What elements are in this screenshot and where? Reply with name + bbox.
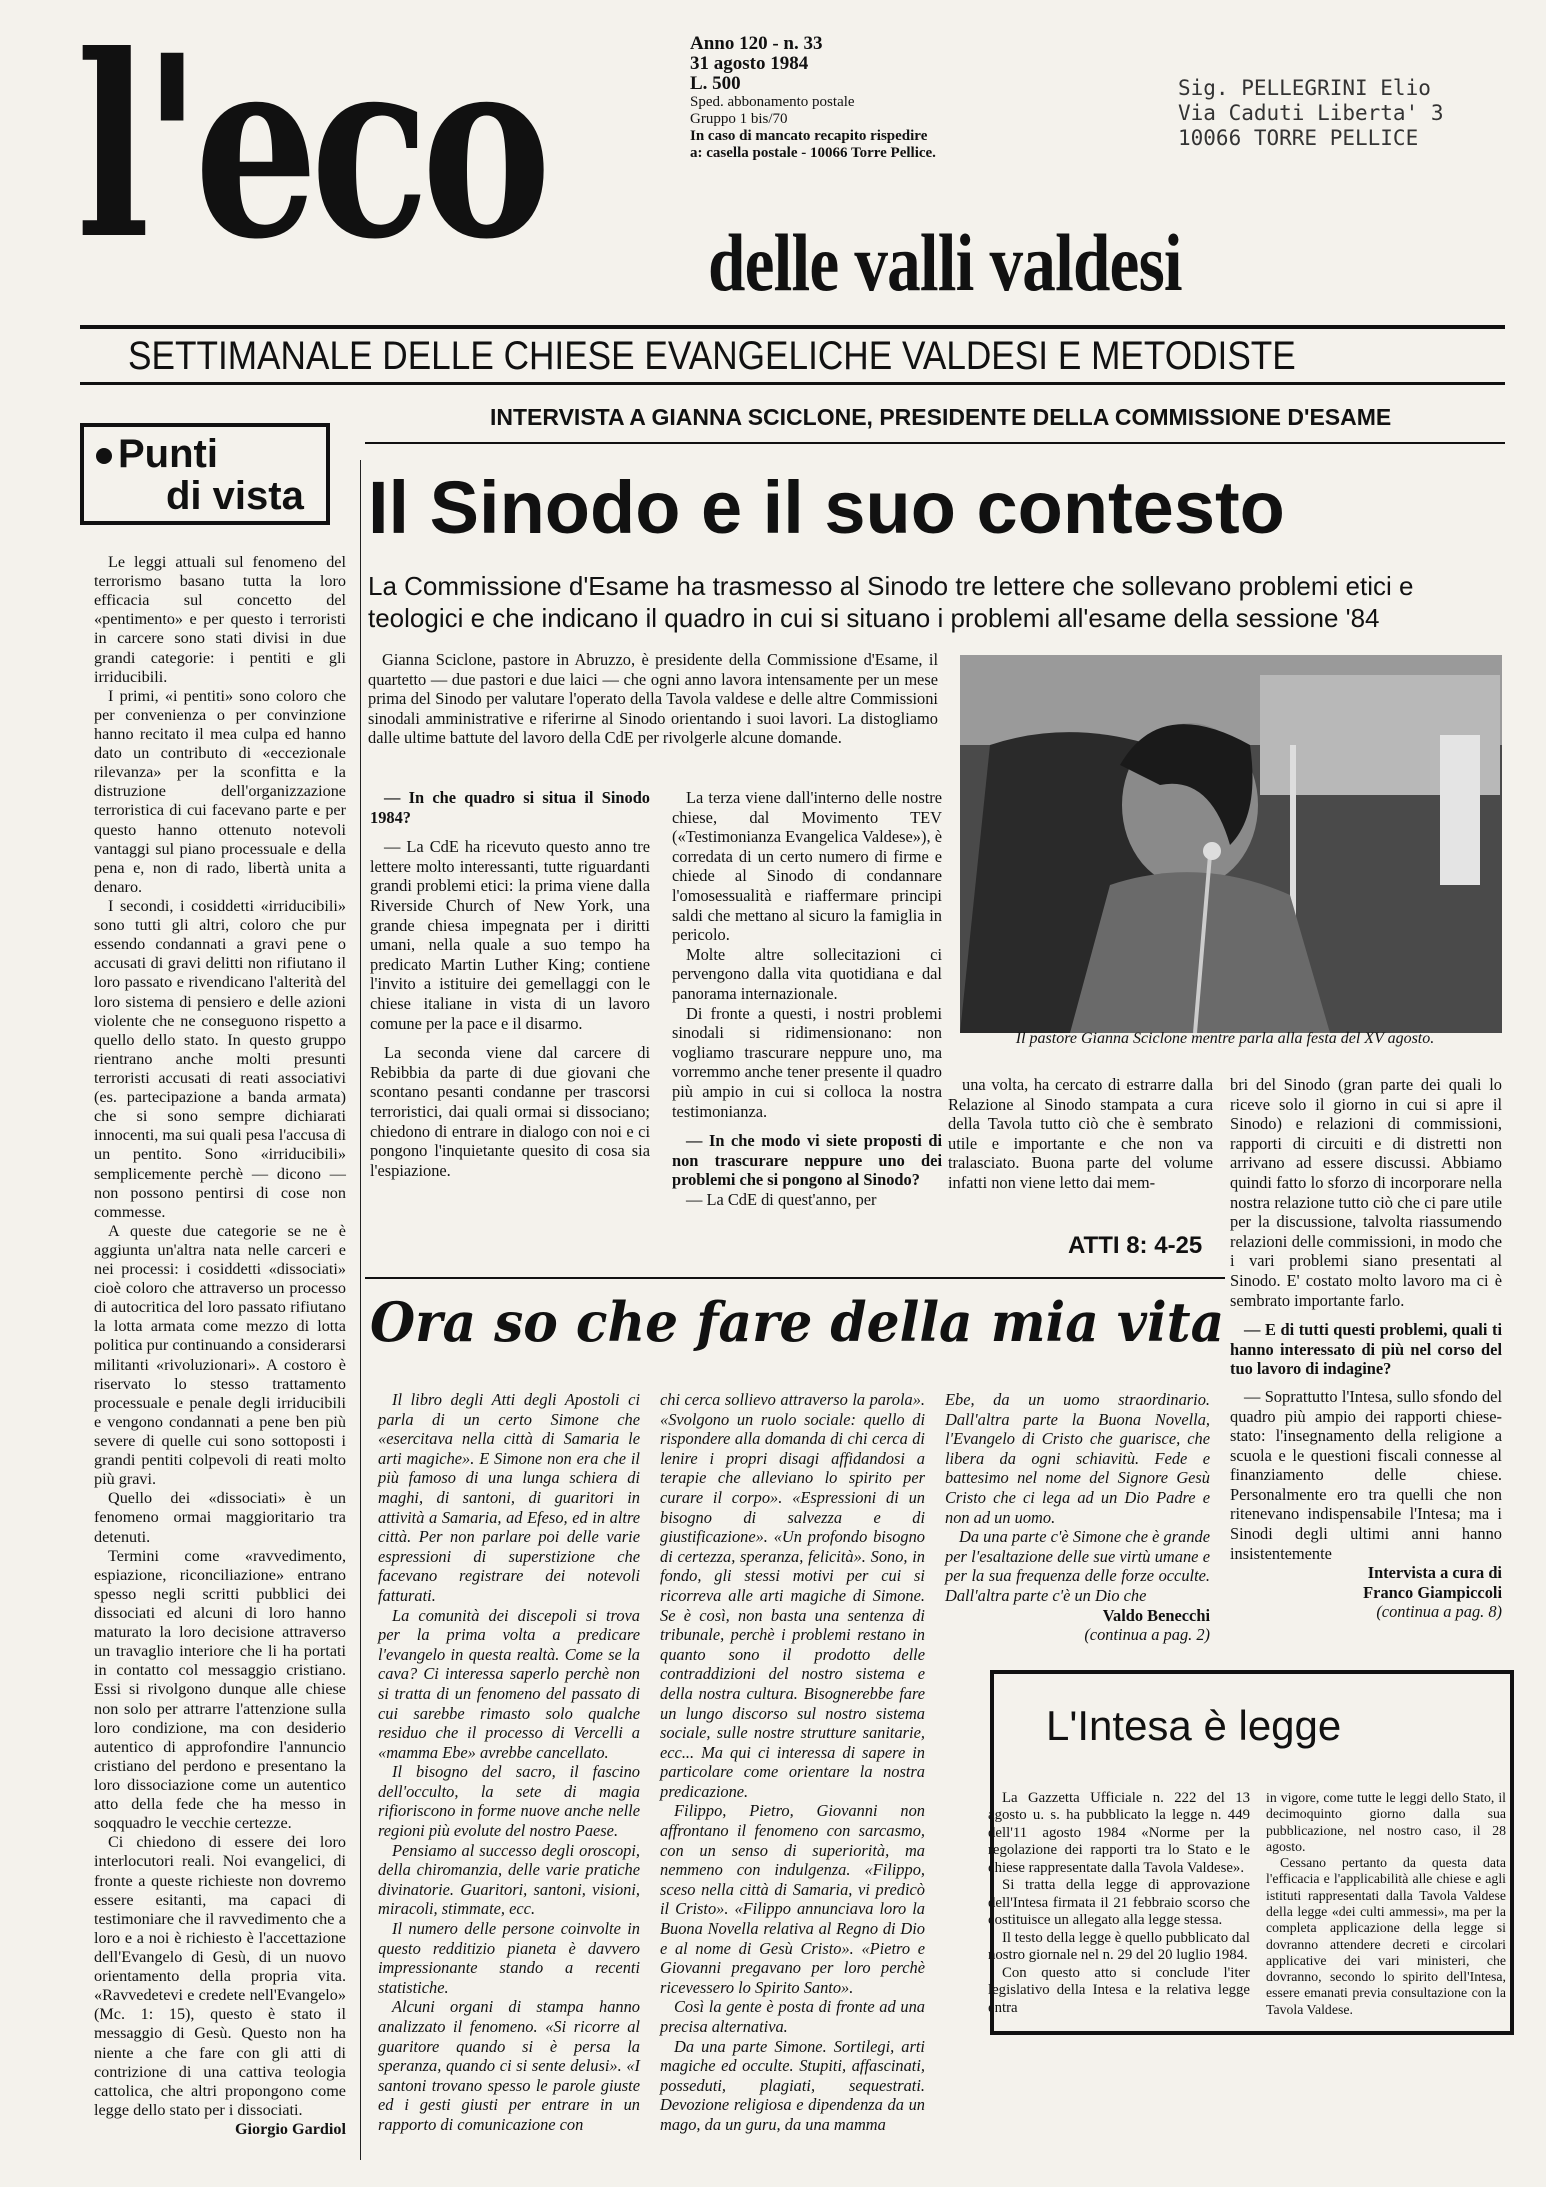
masthead-rule-top: [80, 325, 1505, 329]
paragraph: I secondi, i cosiddetti «irriducibili» sono tutti gli altri, coloro che pur essendo condannati a gravi pene o accusati di gravi delitti non rifiutano il loro passato e rivendicano l'alterità del loro sistema di pensiero e delle azioni violente che ne conseguono rispetto a quello dello stato. In questo gruppo rientrano anche molti presunti terroristi accusati di reati associativi (es. partecipazione a banda armata) che si sono sempre dichiarati innocenti, ma sui quali pesa l'accusa di un pentito. Sono «irriducibili» semplicemente perchè — dicono — non possono pentirsi di cose non commesse.: [94, 896, 346, 1221]
interview-rule: [365, 442, 1505, 444]
paragraph: Ci chiedono di essere dei loro interlocutori reali. Noi evangelici, di fronte a queste richieste non dovremo essere esitanti, ma capaci di testimoniare che il ravvedimento che a loro e a noi è richiesto è l'accettazione dell'Evangelo di Gesù, di un nuovo orientamento della propria vita. «Ravvedetevi e credete nell'Evangelo» (Mc. 1: 15), questo è stato il messaggio di Gesù. Questo non ha niente a che fare con gli atti di contrizione di una cattiva teologia cattolica, che altri propongono come legge dello stato per i dissociati.: [94, 1833, 346, 2119]
paragraph: Alcuni organi di stampa hanno analizzato il fenomeno. «Si ricorre al guaritore quando si è persa la speranza, quando ci si sente delusi». «I santoni trovano spesso le parole giuste ed i gesti giusti per entrare in un rapporto di comunicazione con: [378, 1997, 640, 2134]
paragraph: Da una parte c'è Simone che è grande per l'esaltazione delle sue virtù umane e per la sua frequenza delle forze occulte. Dall'altra parte c'è un Dio che: [945, 1527, 1210, 1605]
paragraph: Filippo, Pietro, Giovanni non affrontano il fenomeno con sarcasmo, con un senso di superiorità, ma nemmeno con indulgenza. «Filippo, sceso nella città di Samaria, vi predicò il Cristo». «Filippo annunciava loro la Buona Novella relativa al Regno di Dio e al nome di Gesù Cristo». «Pietro e Giovanni pregavano per loro perchè ricevessero lo Spirito Santo».: [660, 1801, 925, 1997]
postal-line: Gruppo 1 bis/70: [690, 111, 788, 127]
paragraph: Il testo della legge è quello pubblicato dal nostro giornale nel n. 29 del 20 luglio 1984.: [988, 1929, 1250, 1964]
paragraph: La terza viene dall'interno delle nostre chiese, dal Movimento TEV («Testimonianza Evangelica Valdese»), è corredata di un certo numero di firme e chiede al Sinodo di condannare l'omosessualità e riaffermare principi saldi che mettano al sicuro la famiglia in pericolo.: [672, 788, 942, 945]
paragraph: Da una parte Simone. Sortilegi, arti magiche ed occulte. Stupiti, affascinati, posseduti, plagiati, sequestrati. Devozione religiosa e dipendenza da un mago, da un guru, da una mamma: [660, 2036, 925, 2134]
intesa-column-2: [1266, 1790, 1506, 2018]
bullet-icon: [96, 448, 112, 464]
di-vista-label: di vista: [166, 474, 304, 518]
paragraph: — La CdE di quest'anno, per: [686, 1189, 877, 1209]
photo-illustration: [960, 655, 1502, 1033]
intesa-column-1: [988, 1790, 1250, 2017]
paragraph: Di fronte a questi, i nostri problemi sinodali si ridimensionano: non vogliamo trascurare neppure uno, ma vorremmo anche tener presente il quadro più ampio in cui si colloca la nostra testimonianza.: [672, 1003, 942, 1121]
continua-note: (continua a pag. 2): [1084, 1625, 1210, 1645]
paragraph: in vigore, come tutte le leggi dello Stato, il decimoquinto giorno dalla sua pubblicazione, nel nostro caso, il 28 agosto.: [1266, 1790, 1506, 1854]
paragraph: Termini come «ravvedimento, espiazione, riconciliazione» entrano spesso negli scritti pubblici dei dissociati ed alcuni di loro hanno maturato la loro decisione attraverso un travaglio interiore che li ha portati in contatto col messaggio cristiano. Essi si rivolgono dunque alle chiese non solo per attrarre l'attenzione sulla loro condizione, ma con desiderio autentico di approfondire l'annuncio cristiano del perdono e presentano la loro dissociazione come un autentico atto della fede che ha messo in soqquadro le vecchie certezze.: [94, 1546, 346, 1833]
punti-di-vista-box: [80, 423, 330, 525]
issue-price: L. 500: [690, 73, 741, 94]
paragraph: Si tratta della legge di approvazione dell'Intesa firmata il 21 febbraio scorso che costituisce un allegato alla legge stessa.: [988, 1877, 1250, 1929]
paragraph: Così la gente è posta di fronte ad una precisa alternativa.: [660, 1997, 925, 2036]
masthead-subtitle: delle valli valdesi: [708, 217, 1182, 308]
author-signature: Franco Giampiccoli: [1363, 1582, 1502, 1602]
signature-lead: Intervista a cura di: [1367, 1563, 1502, 1583]
issue-date: 31 agosto 1984: [690, 53, 809, 74]
address-line: Via Caduti Liberta' 3: [1178, 101, 1444, 125]
meditation-column-3: [945, 1390, 1210, 1645]
photo-caption: Il pastore Gianna Sciclone mentre parla alla festa del XV agosto.: [1015, 1030, 1435, 1047]
interview-column-1: [370, 788, 650, 1180]
paragraph: chi cerca sollievo attraverso la parola». «Svolgono un ruolo sociale: quello di rispondere alla domanda di chi cerca di lenire i propri disagi affidandosi a terapie che alleviano lo spirito per curare il corpo». «Espressioni di un bisogno di salvezza e di giustificazione». «Un profondo bisogno di certezza, speranza, felicità». Sono, in fondo, gli stessi motivi per cui si ricorreva alle arti magiche di Simone. Se è così, non basta una sentenza di tribunale, perchè i problemi restano in quanto sono il prodotto delle contraddizioni del nostro sistema e della nostra cultura. Bisognerebbe fare un lungo discorso sul nostro sistema sociale, sulle nostre strutture sanitarie, ecc... Ma qui ci interessa di sapere in particolare come orientare la nostra predicazione.: [660, 1390, 925, 1801]
publication-info: [690, 34, 960, 162]
headline-deck: La Commissione d'Esame ha trasmesso al Sinodo tre lettere che sollevano problemi etici e teologici e che indicano il quadro in cui si situano i problemi all'esame della sessione '84: [368, 571, 1414, 633]
issue-number: Anno 120 - n. 33: [690, 33, 823, 54]
punti-label: Punti: [118, 432, 218, 476]
meditation-title: Ora so che fare della mia vita: [370, 1290, 1225, 1354]
interview-question: — In che modo vi siete proposti di non trascurare neppure uno dei problemi che si pongono al Sinodo?: [672, 1131, 942, 1190]
meditation-column-2: [660, 1390, 925, 2135]
paragraph: Con questo atto si conclude l'iter legislativo della Intesa e la relativa legge entra: [988, 1964, 1250, 2016]
paragraph: A queste due categorie se ne è aggiunta un'altra nata nelle carceri e nei processi: i cosiddetti «dissociati» cioè coloro che attraverso un processo di autocritica del loro passato rifiutano la lotta armata come mezzo di lotta politica pur continuando a considerarsi militanti «rivoluzionari». A costoro è riservato lo stesso trattamento processuale e penale degli irriducibili e vengono condannati a pene ben più severe di quelle cui sono sottoposti i grandi pentiti colpevoli di reati molto più gravi.: [94, 1221, 346, 1489]
paragraph: Le leggi attuali sul fenomeno del terrorismo basano tutta la loro efficacia sul concetto del «pentimento» e per questo i terroristi in carcere sono stati divisi in due grandi categorie: i pentiti e gli irriducibili.: [94, 553, 346, 686]
paragraph: Il libro degli Atti degli Apostoli ci parla di un certo Simone che «esercitava nella città di Samaria le arti magiche». E Simone non era che il più famoso di una lunga schiera di maghi, di santoni, di guaritori in attività a Samaria, ad Efeso, ed in altre città. Per non parlare poi delle varie espressioni di superstizione che facevano registrare dei notevoli fatturati.: [378, 1390, 640, 1605]
paragraph: Il numero delle persone coinvolte in questo redditizio pianeta è davvero impressionante stando a recenti statistiche.: [378, 1919, 640, 1997]
paragraph: Pensiamo al successo degli oroscopi, della chiromanzia, delle varie pratiche divinatorie. Guaritori, santoni, visioni, miracoli, stimmate, ecc.: [378, 1840, 640, 1919]
author-signature: Valdo Benecchi: [1102, 1605, 1210, 1625]
speaker-photo: [960, 655, 1502, 1033]
punti-di-vista-column: [94, 553, 346, 2139]
paragraph: La comunità dei discepoli si trova per la prima volta a predicare l'evangelo in questa realtà. Come se la cava? Ci interessa saperlo perchè non si tratta di un fenomeno del passato di cui sarebbe rimasto solo qualche residuo che il processo di Vercelli a «mamma Ebe» avrebbe cancellato.: [378, 1605, 640, 1762]
paragraph: Quello dei «dissociati» è un fenomeno ormai maggioritario tra detenuti.: [94, 1489, 346, 1546]
subscriber-address: [1178, 76, 1528, 151]
paragraph: La Gazzetta Ufficiale n. 222 del 13 agosto u. s. ha pubblicato la legge n. 449 dell'11 agosto 1984 «Norme per la regolazione dei rapporti tra lo Stato e le chiese rappresentate dalla Tavola Valdese».: [988, 1790, 1250, 1876]
interview-column-4: [1230, 1075, 1502, 1622]
bible-reference: ATTI 8: 4-25: [1068, 1232, 1203, 1259]
continua-note: (continua a pag. 8): [1376, 1602, 1502, 1622]
address-line: 10066 TORRE PELLICE: [1178, 126, 1419, 150]
address-line: Sig. PELLEGRINI Elio: [1178, 76, 1431, 100]
interview-column-2: [672, 788, 942, 1209]
paragraph: una volta, ha cercato di estrarre dalla Relazione al Sinodo stampata a cura della Tavola tutto ciò che è sembrato utile e importante e che non va tralasciato. Buona parte del volume infatti non viene letto dai mem-: [948, 1075, 1213, 1192]
interview-intro: [368, 650, 938, 748]
paragraph: La seconda viene dal carcere di Rebibbia da parte di due giovani che scontano pesanti condanne per trascorsi terroristici, dai quali ormai si dissociano; chiedono di entrare in dialogo con noi e ci pongono l'inquietante quesito di cosa sia l'espiazione.: [370, 1043, 650, 1180]
headline: Il Sinodo e il suo contesto: [368, 466, 1285, 549]
intro-paragraph: Gianna Sciclone, pastore in Abruzzo, è presidente della Commissione d'Esame, il quartetto — due pastori e due laici — che ogni anno lavora intensamente per un mese prima del Sinodo per valutare l'operato della Tavola valdese e delle altre Commissioni sinodali amministrative e riferirne al Sinodo orientando i suoi lavori. La distogliamo dalle ultime battute del lavoro della CdE per rivolgerle alcune domande.: [368, 650, 938, 748]
masthead-rule-bottom: [80, 382, 1505, 385]
interview-column-3: [948, 1075, 1213, 1193]
paragraph: Molte altre sollecitazioni ci pervengono dalla vita quotidiana e dal panorama internazionale.: [672, 944, 942, 1003]
column-divider: [360, 460, 361, 2160]
interview-kicker: INTERVISTA A GIANNA SCICLONE, PRESIDENTE DELLA COMMISSIONE D'ESAME: [490, 404, 1392, 430]
paragraph: — Soprattutto l'Intesa, sullo sfondo del quadro più ampio dei rapporti chiese-stato: l'insegnamento della religione a scuola e le questioni fiscali connesse al finanziamento delle chiese. Personalmente ero tra quelli che non ritenevano indispensabile l'Intesa; ma i Sinodi degli ultimi anni hanno insistentemente: [1230, 1386, 1502, 1563]
postal-line: In caso di mancato recapito rispedire: [690, 128, 928, 144]
postal-line: a: casella postale - 10066 Torre Pellice.: [690, 145, 936, 161]
postal-line: Sped. abbonamento postale: [690, 94, 855, 110]
paragraph: Cessano pertanto da questa data l'efficacia e l'applicabilità alle chiese e agli istituti rappresentati dalla Tavola Valdese della legge «dei culti ammessi», ma per la completa applicazione della legge si dovranno attendere decreti e circolari applicative dei vari ministeri, che dovranno, secondo lo spirito dell'Intesa, essere emanati previa consultazione con la Tavola Valdese.: [1266, 1855, 1506, 2017]
paragraph: Il bisogno del sacro, il fascino dell'occulto, la sete di magia rifioriscono in forme nuove anche nelle regioni più evolute del nostro Paese.: [378, 1762, 640, 1841]
intesa-title: L'Intesa è legge: [1046, 1702, 1342, 1749]
paragraph: — La CdE ha ricevuto questo anno tre lettere molto interessanti, tutte riguardanti grandi problemi etici: la prima viene dalla Riverside Church of New York, una grande chiesa impegnata per i diritti umani, nella quale a suo tempo ha predicato Martin Luther King; contiene l'invito a istituire dei gemellaggi con le chiese italiane in vista di un lavoro comune per la pace e il disarmo.: [370, 837, 650, 1033]
interview-question: — E di tutti questi problemi, quali ti hanno interessato di più nel corso del tuo lavoro di indagine?: [1230, 1320, 1502, 1379]
paragraph: bri del Sinodo (gran parte dei quali lo riceve solo il giorno in cui si apre il Sinodo) e relazioni di commissioni, rapporti di circuiti e di distretti non arrivano ad essere discussi. Abbiamo quindi fatto lo sforzo di incorporare nella nostra relazione tutto ciò che ci pare utile per la discussione, talvolta riassumendo relazioni delle commissioni, in modo che i vari problemi siano presentati al Sinodo. E' costato molto lavoro ma ci è sembrato importante farlo.: [1230, 1075, 1502, 1310]
masthead-tagline: SETTIMANALE DELLE CHIESE EVANGELICHE VALDESI E METODISTE: [128, 334, 1296, 378]
interview-question: — In che quadro si situa il Sinodo 1984?: [370, 788, 650, 827]
paragraph: I primi, «i pentiti» sono coloro che per convenienza o per convinzione hanno recitato il mea culpa ed hanno dato un contributo di «eccezionale rilevanza» per la sconfitta e la distruzione dell'organizzazione terroristica di cui facevano parte e per questo hanno ottenuto notevoli vantaggi sul piano processuale e della pena e, non di rado, libertà unita a denaro.: [94, 686, 346, 896]
paragraph: Ebe, da un uomo straordinario. Dall'altra parte la Buona Novella, l'Evangelo di Cristo che guarisce, che libera da ogni schiavitù. Fede e battesimo nel nome del Signore Gesù Cristo che ci lega ad un Dio Padre e non ad un uomo.: [945, 1390, 1210, 1527]
masthead-logo: l'eco: [76, 0, 544, 294]
author-signature: Giorgio Gardiol: [234, 2119, 346, 2138]
section-rule: [365, 1277, 1225, 1279]
meditation-column-1: [378, 1390, 640, 2135]
